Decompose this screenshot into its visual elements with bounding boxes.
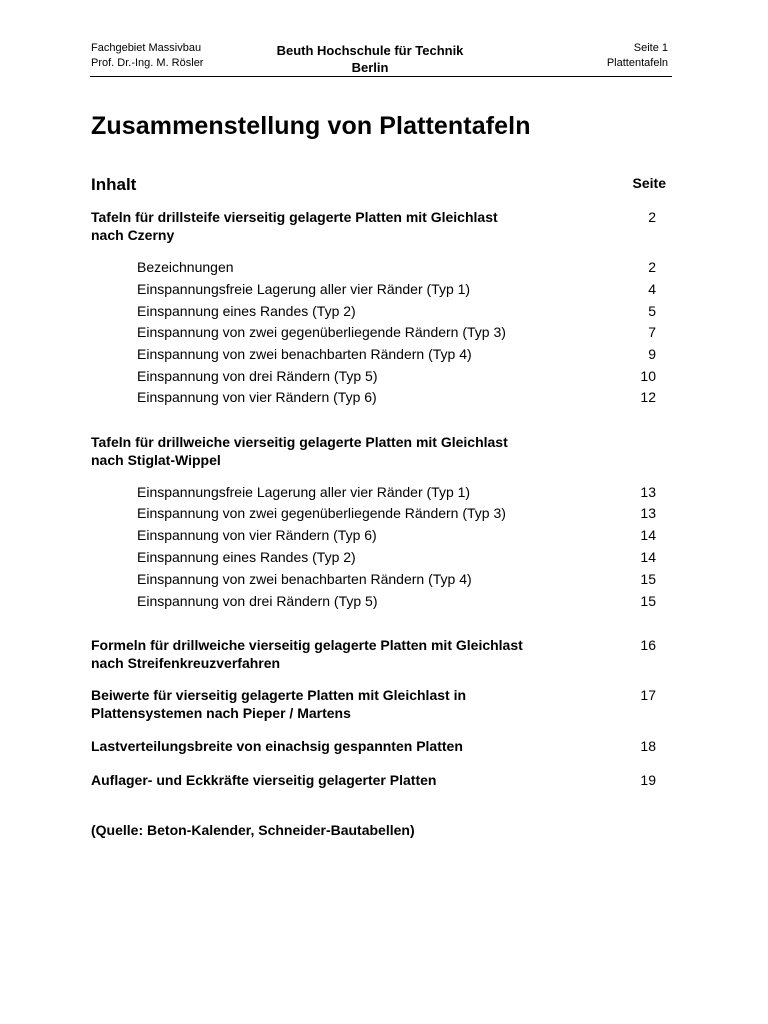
section-title bbox=[91, 737, 561, 755]
list-item: Einspannung von zwei benachbarten Rändern (Typ 4) bbox=[137, 346, 472, 362]
list-item-page: 9 bbox=[648, 346, 656, 362]
section-title-line: Plattensystemen nach Pieper / Martens bbox=[91, 705, 351, 721]
list-item-page: 7 bbox=[648, 324, 656, 340]
page-column-heading: Seite bbox=[632, 175, 666, 191]
list-item: Einspannung von drei Rändern (Typ 5) bbox=[137, 368, 378, 384]
list-item-page: 15 bbox=[640, 571, 656, 587]
header-center bbox=[240, 42, 500, 76]
section-title-line: Tafeln für drillsteife vierseitig gelagerte Platten mit Gleichlast bbox=[91, 209, 498, 225]
source-note: (Quelle: Beton-Kalender, Schneider-Bautabellen) bbox=[91, 822, 415, 838]
section-title-line: Auflager- und Eckkräfte vierseitig gelagerter Platten bbox=[91, 772, 437, 788]
page-title: Zusammenstellung von Plattentafeln bbox=[91, 112, 531, 140]
section-page: 18 bbox=[640, 738, 656, 754]
list-item-page: 12 bbox=[640, 389, 656, 405]
list-item-page: 14 bbox=[640, 527, 656, 543]
header-department: Fachgebiet Massivbau bbox=[91, 42, 202, 54]
section-page: 19 bbox=[640, 772, 656, 788]
list-item-page: 13 bbox=[640, 505, 656, 521]
section-title-line: Tafeln für drillweiche vierseitig gelagerte Platten mit Gleichlast bbox=[91, 434, 508, 450]
header-page-number: Seite 1 bbox=[633, 42, 668, 54]
section-title-line: nach Czerny bbox=[91, 227, 175, 243]
section-title bbox=[91, 208, 561, 244]
list-item: Einspannung eines Randes (Typ 2) bbox=[137, 303, 356, 319]
list-item-page: 14 bbox=[640, 549, 656, 565]
list-item: Einspannungsfreie Lagerung aller vier Ränder (Typ 1) bbox=[137, 281, 471, 297]
list-item: Einspannungsfreie Lagerung aller vier Ränder (Typ 1) bbox=[137, 484, 471, 500]
list-item-page: 10 bbox=[640, 368, 656, 384]
section-title bbox=[91, 771, 561, 789]
list-item: Einspannung von vier Rändern (Typ 6) bbox=[137, 389, 377, 405]
contents-heading: Inhalt bbox=[91, 175, 137, 194]
header-document-name: Plattentafeln bbox=[606, 57, 668, 69]
list-item: Einspannung eines Randes (Typ 2) bbox=[137, 549, 356, 565]
list-item-page: 15 bbox=[640, 593, 656, 609]
section-title-line: Formeln für drillweiche vierseitig gelagerte Platten mit Gleichlast bbox=[91, 637, 523, 653]
header-professor: Prof. Dr.-Ing. M. Rösler bbox=[91, 57, 204, 69]
header-divider bbox=[90, 76, 672, 77]
header-right bbox=[607, 41, 668, 71]
section-page: 17 bbox=[640, 687, 656, 703]
section-title-line: nach Stiglat-Wippel bbox=[91, 452, 221, 468]
section-title bbox=[91, 686, 561, 722]
list-item: Bezeichnungen bbox=[137, 259, 234, 275]
list-item-page: 2 bbox=[648, 259, 656, 275]
list-item-page: 13 bbox=[640, 484, 656, 500]
section-title-line: Lastverteilungsbreite von einachsig gespannten Platten bbox=[91, 738, 463, 754]
list-item-page: 4 bbox=[648, 281, 656, 297]
list-item: Einspannung von zwei gegenüberliegende Rändern (Typ 3) bbox=[137, 324, 506, 340]
list-item-page: 5 bbox=[648, 303, 656, 319]
list-item: Einspannung von drei Rändern (Typ 5) bbox=[137, 593, 378, 609]
section-title-line: nach Streifenkreuzverfahren bbox=[91, 655, 281, 671]
header-city: Berlin bbox=[351, 60, 389, 75]
list-item: Einspannung von zwei benachbarten Rändern (Typ 4) bbox=[137, 571, 472, 587]
section-title-line: Beiwerte für vierseitig gelagerte Platten mit Gleichlast in bbox=[91, 687, 467, 703]
section-title bbox=[91, 433, 561, 469]
section-title bbox=[91, 636, 561, 672]
list-item: Einspannung von zwei gegenüberliegende Rändern (Typ 3) bbox=[137, 505, 506, 521]
header-institution: Beuth Hochschule für Technik bbox=[276, 43, 464, 58]
header-left bbox=[91, 41, 203, 71]
section-page: 2 bbox=[648, 209, 656, 225]
section-page: 16 bbox=[640, 637, 656, 653]
list-item: Einspannung von vier Rändern (Typ 6) bbox=[137, 527, 377, 543]
